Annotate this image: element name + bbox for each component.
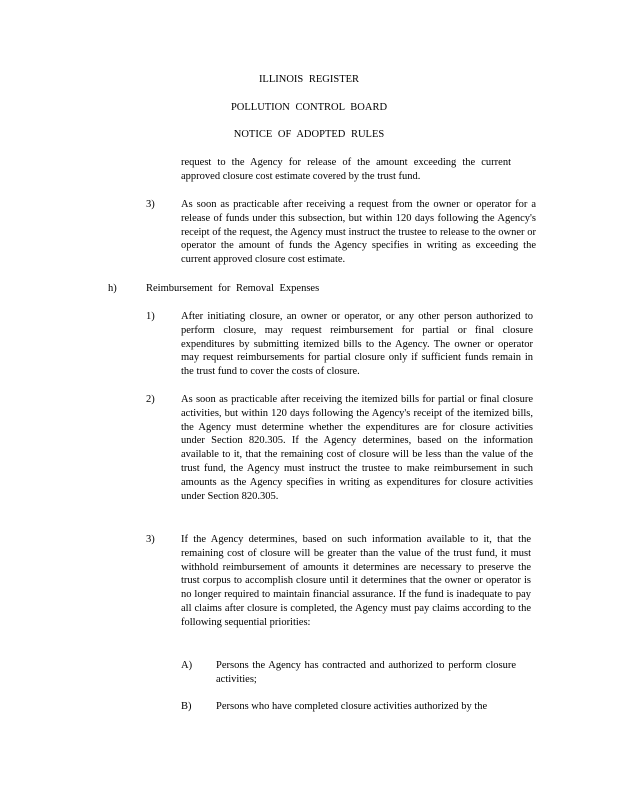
board-name: POLLUTION CONTROL BOARD bbox=[230, 102, 388, 113]
register-title: ILLINOIS REGISTER bbox=[258, 74, 360, 85]
priority-b-text: Persons who have completed closure activities authorized by the bbox=[216, 701, 488, 712]
determination-text: As soon as practicable after receiving the itemized bills for partial or final closure activities, but within 120 days following the Agency's receipt of the itemized bills, the Agency must determine whether the expenditures are for closure activities under Section 820.305. If the Agency determines, based on the information available to it, that the remaining cost of closure will be less than the value of the trust fund, the Agency must instruct the trustee to make reimbursement in such amounts as the Agency specifies in writing as expenditures for closure activities under Section 820.305. bbox=[181, 394, 533, 502]
withhold-paragraph bbox=[181, 533, 531, 630]
release-text: As soon as practicable after receiving a request from the owner or operator for a release of funds under this subsection, but within 120 days following the Agency's receipt of the request, the Agency must instruct the trustee to release to the owner or operator the amount of funds the Agency specifies in writing as exceeding the current approved closure cost estimate. bbox=[181, 199, 536, 266]
notice-title: NOTICE OF ADOPTED RULES bbox=[233, 129, 385, 140]
section-heading: Reimbursement for Removal Expenses bbox=[146, 283, 320, 294]
priority-b-paragraph bbox=[216, 700, 531, 714]
request-paragraph bbox=[181, 310, 533, 379]
item-number: 2) bbox=[146, 394, 155, 405]
request-text: After initiating closure, an owner or operator, or any other person authorized to perform closure, may request reimbursement for partial or final closure expenditures by submitting itemized bills to the Agency. The owner or operator may request reimbursements for partial closure only if sufficient funds remain in the trust fund to cover the costs of closure. bbox=[181, 311, 533, 378]
sub-item-letter: B) bbox=[181, 701, 192, 712]
item-number: 3) bbox=[146, 199, 155, 210]
continuation-paragraph bbox=[181, 156, 511, 184]
priority-a-paragraph bbox=[216, 659, 516, 687]
sub-item-letter: A) bbox=[181, 660, 193, 671]
release-paragraph bbox=[181, 198, 536, 267]
section-letter: h) bbox=[108, 283, 117, 294]
continuation-text: request to the Agency for release of the amount exceeding the current approved closure cost estimate covered by the trust fund. bbox=[181, 157, 511, 182]
priority-a-text: Persons the Agency has contracted and authorized to perform closure activities; bbox=[216, 660, 516, 685]
item-number: 1) bbox=[146, 311, 155, 322]
withhold-text: If the Agency determines, based on such information available to it, that the remaining cost of closure will be greater than the value of the trust fund, it must withhold reimbursement of amounts it determines are necessary to preserve the trust corpus to accomplish closure until it determines that the owner or operator is no longer required to maintain financial assurance. If the fund is inadequate to pay all claims after closure is completed, the Agency must pay claims according to the following sequential priorities: bbox=[181, 534, 531, 628]
item-number: 3) bbox=[146, 534, 155, 545]
determination-paragraph bbox=[181, 393, 533, 503]
